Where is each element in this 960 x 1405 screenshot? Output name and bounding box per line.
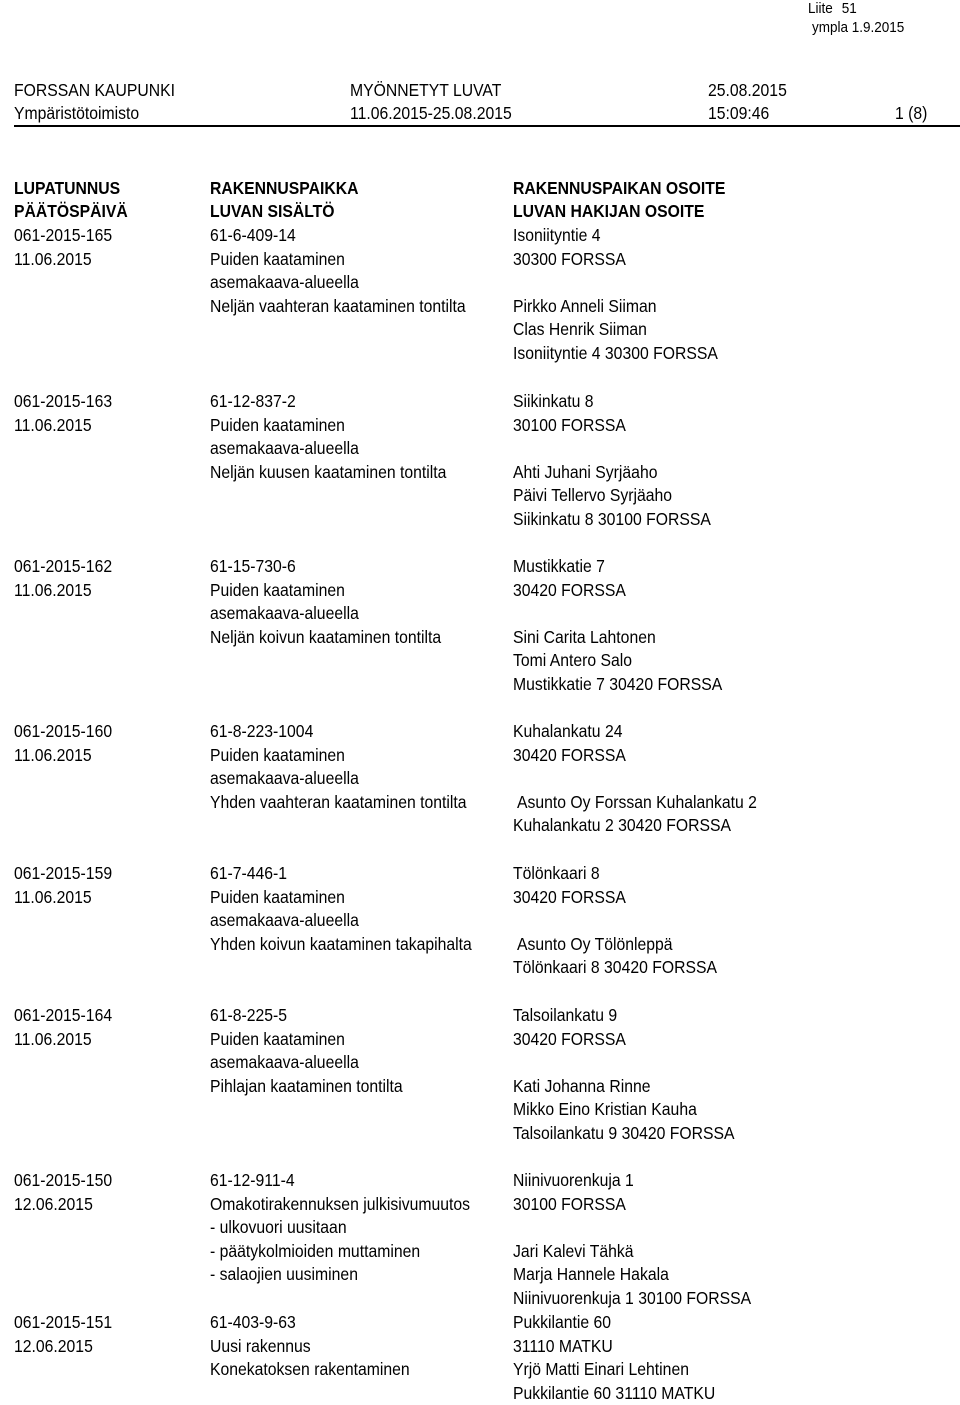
applicant-line: Talsoilankatu 9 30420 FORSSA	[513, 1122, 735, 1143]
applicant-line: Yrjö Matti Einari Lehtinen	[513, 1359, 689, 1379]
site-city: 30420 FORSSA	[513, 1028, 626, 1049]
site-city: 30100 FORSSA	[513, 414, 626, 435]
decision-date: 12.06.2015	[14, 1193, 93, 1214]
permit-id: 061-2015-162	[14, 556, 113, 576]
applicant-line: Mustikkatie 7 30420 FORSSA	[513, 673, 723, 694]
site-city: 30300 FORSSA	[513, 248, 626, 269]
attachment-label: Liite 51	[808, 0, 857, 17]
attachment-number: 51	[841, 0, 857, 17]
report-period: 11.06.2015-25.08.2015	[350, 103, 512, 123]
col-header-content: LUVAN SISÄLTÖ	[210, 201, 335, 221]
site-street: Pukkilantie 60	[513, 1312, 612, 1332]
permit-content-line: asemakaava-alueella	[210, 768, 359, 788]
permit-content-line: - salaojien uusiminen	[210, 1264, 358, 1284]
permit-content-line: Puiden kaataminen	[210, 248, 345, 269]
permit-id: 061-2015-151	[14, 1312, 113, 1332]
permit-id: 061-2015-165	[14, 225, 113, 245]
permit-content-line: asemakaava-alueella	[210, 438, 359, 458]
site-street: Niinivuorenkuja 1	[513, 1170, 634, 1190]
decision-date: 11.06.2015	[14, 248, 92, 269]
permit-content-line: Neljän vaahteran kaataminen tontilta	[210, 295, 466, 316]
permit-id: 061-2015-163	[14, 391, 113, 411]
applicant-line: Kati Johanna Rinne	[513, 1075, 651, 1096]
applicant-line: Isoniityntie 4 30300 FORSSA	[513, 342, 718, 363]
decision-date: 11.06.2015	[14, 414, 92, 435]
col-header-decision-date: PÄÄTÖSPÄIVÄ	[14, 201, 128, 221]
decision-date: 11.06.2015	[14, 744, 92, 765]
decision-date: 11.06.2015	[14, 1028, 92, 1049]
property-id: 61-12-837-2	[210, 391, 296, 411]
decision-date: 12.06.2015	[14, 1335, 93, 1356]
applicant-line: Jari Kalevi Tähkä	[513, 1240, 634, 1261]
permit-content-line: Neljän kuusen kaataminen tontilta	[210, 461, 447, 482]
permit-content-line: Yhden koivun kaataminen takapihalta	[210, 933, 472, 954]
property-id: 61-7-446-1	[210, 863, 288, 883]
decision-date: 11.06.2015	[14, 579, 92, 600]
col-header-applicant-address: LUVAN HAKIJAN OSOITE	[513, 201, 705, 221]
property-id: 61-403-9-63	[210, 1312, 296, 1332]
applicant-line: Marja Hannele Hakala	[513, 1264, 669, 1284]
property-id: 61-6-409-14	[210, 225, 296, 245]
col-header-site-address: RAKENNUSPAIKAN OSOITE	[513, 178, 726, 198]
applicant-line: Mikko Eino Kristian Kauha	[513, 1099, 697, 1119]
permit-content-line: - päätykolmioiden muttaminen	[210, 1240, 421, 1261]
decision-date: 11.06.2015	[14, 886, 92, 907]
applicant-line: Kuhalankatu 2 30420 FORSSA	[513, 815, 732, 835]
site-street: Tölönkaari 8	[513, 863, 600, 883]
permit-content-line: Puiden kaataminen	[210, 886, 345, 907]
site-street: Mustikkatie 7	[513, 556, 605, 576]
applicant-line: Siikinkatu 8 30100 FORSSA	[513, 508, 711, 529]
permit-content-line: Yhden vaahteran kaataminen tontilta	[210, 791, 467, 812]
permit-content-line: asemakaava-alueella	[210, 910, 359, 930]
permit-content-line: Puiden kaataminen	[210, 744, 345, 765]
page-number: 1 (8)	[895, 103, 928, 123]
site-city: 31110 MATKU	[513, 1335, 613, 1356]
applicant-line: Asunto Oy Forssan Kuhalankatu 2	[517, 791, 757, 812]
print-time: 15:09:46	[708, 103, 770, 123]
applicant-line: Tomi Antero Salo	[513, 650, 633, 670]
property-id: 61-8-225-5	[210, 1005, 288, 1025]
applicant-line: Ahti Juhani Syrjäaho	[513, 461, 658, 482]
applicant-line: Tölönkaari 8 30420 FORSSA	[513, 957, 717, 977]
permit-id: 061-2015-150	[14, 1170, 113, 1190]
applicant-line: Sini Carita Lahtonen	[513, 626, 656, 647]
site-street: Isoniityntie 4	[513, 225, 601, 245]
report-title: MYÖNNETYT LUVAT	[350, 80, 502, 100]
site-city: 30420 FORSSA	[513, 886, 626, 907]
site-street: Talsoilankatu 9	[513, 1005, 618, 1025]
print-date: 25.08.2015	[708, 80, 787, 100]
site-street: Kuhalankatu 24	[513, 721, 623, 741]
permit-content-line: Puiden kaataminen	[210, 579, 345, 600]
permit-content-line: asemakaava-alueella	[210, 272, 359, 292]
site-street: Siikinkatu 8	[513, 391, 594, 411]
applicant-line: Pukkilantie 60 31110 MATKU	[513, 1382, 716, 1403]
property-id: 61-12-911-4	[210, 1170, 295, 1190]
permit-content-line: asemakaava-alueella	[210, 603, 359, 623]
department: Ympäristötoimisto	[14, 103, 140, 123]
org-name: FORSSAN KAUPUNKI	[14, 80, 176, 100]
permit-id: 061-2015-160	[14, 721, 113, 741]
permit-content-line: Pihlajan kaataminen tontilta	[210, 1075, 403, 1096]
permit-content-line: asemakaava-alueella	[210, 1052, 359, 1072]
site-city: 30420 FORSSA	[513, 744, 626, 765]
permit-content-line: Konekatoksen rakentaminen	[210, 1359, 410, 1379]
applicant-line: Asunto Oy Tölönleppä	[517, 933, 673, 954]
permit-id: 061-2015-159	[14, 863, 113, 883]
applicant-line: Päivi Tellervo Syrjäaho	[513, 485, 673, 505]
applicant-line: Niinivuorenkuja 1 30100 FORSSA	[513, 1287, 752, 1308]
permit-content-line: - ulkovuori uusitaan	[210, 1217, 347, 1237]
site-city: 30420 FORSSA	[513, 579, 626, 600]
applicant-line: Pirkko Anneli Siiman	[513, 295, 657, 316]
permit-content-line: Puiden kaataminen	[210, 1028, 345, 1049]
permit-id: 061-2015-164	[14, 1005, 113, 1025]
header-rule	[14, 125, 960, 127]
col-header-permit-id: LUPATUNNUS	[14, 178, 121, 198]
applicant-line: Clas Henrik Siiman	[513, 319, 647, 339]
permit-content-line: Neljän koivun kaataminen tontilta	[210, 626, 442, 647]
committee-date: ympla 1.9.2015	[812, 19, 905, 36]
permit-content-line: Omakotirakennuksen julkisivumuutos	[210, 1193, 471, 1214]
permit-content-line: Puiden kaataminen	[210, 414, 345, 435]
property-id: 61-15-730-6	[210, 556, 296, 576]
property-id: 61-8-223-1004	[210, 721, 314, 741]
permit-content-line: Uusi rakennus	[210, 1335, 311, 1356]
col-header-property: RAKENNUSPAIKKA	[210, 178, 359, 198]
site-city: 30100 FORSSA	[513, 1193, 626, 1214]
